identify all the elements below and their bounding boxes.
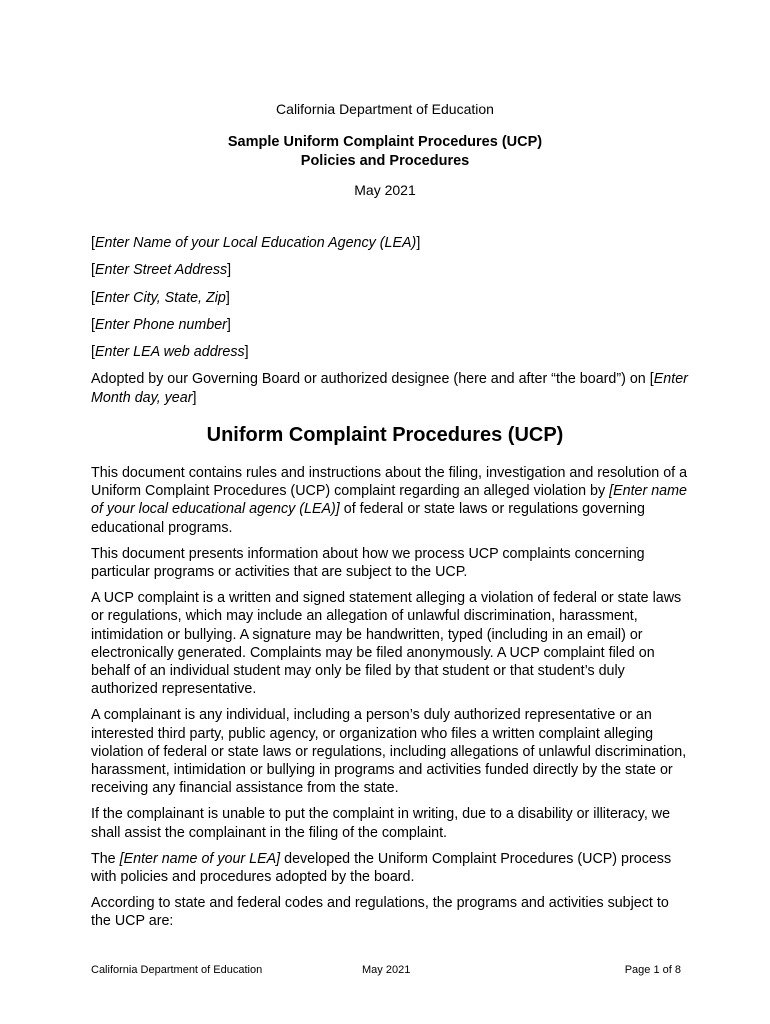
field-web-address: [Enter LEA web address]	[91, 344, 249, 361]
adoption-statement: Adopted by our Governing Board or authorized designee (here and after “the board”) on [Enter Month day, year]	[91, 371, 688, 406]
field-phone-number-text: Enter Phone number	[94, 316, 227, 333]
paragraph-3: A UCP complaint is a written and signed statement alleging a violation of federal or state laws or regulations, which may include an allegation of unlawful discrimination, harassment, intimidation or bullying. A signature may be handwritten, typed (including in an email) or electronically generated. Complaints may be filed anonymously. A UCP complaint filed on behalf of an individual student may only be filed by that student or that student’s duly authorized representative.	[91, 590, 682, 698]
footer-date: May 2021	[362, 964, 411, 976]
field-street-address: [Enter Street Address]	[91, 262, 232, 279]
field-street-address-text: Enter Street Address	[94, 262, 228, 279]
field-lea-name: [Enter Name of your Local Education Agency (LEA)]	[91, 235, 421, 251]
paragraph-1	[91, 464, 691, 537]
field-phone-number: [Enter Phone number]	[91, 316, 231, 333]
section-heading: Uniform Complaint Procedures (UCP)	[206, 424, 564, 446]
body-text	[91, 464, 691, 939]
title-line-2: Policies and Procedures	[300, 153, 470, 169]
paragraph-1-placeholder: [Enter name of your local educational agency (LEA)]	[91, 483, 687, 518]
page-footer	[91, 964, 681, 980]
paragraph-7: According to state and federal codes and regulations, the programs and activities subject to the UCP are:	[91, 895, 669, 930]
title-line-1: Sample Uniform Complaint Procedures (UCP)	[227, 134, 543, 150]
paragraph-6-part-c: developed the Uniform Complaint Procedures (UCP) process with policies and procedures adopted by the board.	[91, 850, 672, 886]
footer-page-number: Page 1 of 8	[624, 964, 681, 976]
paragraph-1-part-a: This document contains rules and instructions about the filing, investigation and resolution of a Uniform Complaint Procedures (UCP) complaint regarding an alleged violation by	[91, 465, 688, 500]
document-title	[0, 133, 770, 171]
footer-department: California Department of Education	[91, 964, 263, 976]
field-lea-name-text: Enter Name of your Local Education Agency (LEA)	[94, 235, 417, 251]
paragraph-6-part-a: The	[91, 850, 120, 867]
adoption-text: Adopted by our Governing Board or authorized designee (here and after “the board”) on	[91, 371, 646, 387]
paragraph-2: This document presents information about how we process UCP complaints concerning particular programs or activities that are subject to the UCP.	[91, 545, 645, 581]
paragraph-5: If the complainant is unable to put the complaint in writing, due to a disability or illiteracy, we shall assist the complainant in the filing of the complaint.	[91, 806, 671, 841]
paragraph-1-part-c: of federal or state laws or regulations governing educational programs.	[91, 501, 645, 536]
field-city-state-zip: [Enter City, State, Zip]	[91, 289, 230, 306]
paragraph-4: A complainant is any individual, including a person’s duly authorized representative or an interested third party, public agency, or organization who files a written complaint alleging violation of federal or state laws or regulations, including allegations of unlawful discrimination, harassment, intimidation or bullying in programs and activities funded directly by the state or receiving any financial assistance from the state.	[91, 707, 687, 797]
document-date: May 2021	[354, 182, 416, 198]
lea-info-fields	[91, 234, 691, 370]
field-city-state-zip-text: Enter City, State, Zip	[94, 289, 226, 306]
field-web-address-text: Enter LEA web address	[94, 344, 245, 361]
paragraph-6	[91, 850, 691, 886]
adoption-date-placeholder: Enter Month day, year	[91, 371, 688, 406]
paragraph-6-placeholder: [Enter name of your LEA]	[119, 850, 281, 867]
department-name: California Department of Education	[276, 101, 494, 117]
